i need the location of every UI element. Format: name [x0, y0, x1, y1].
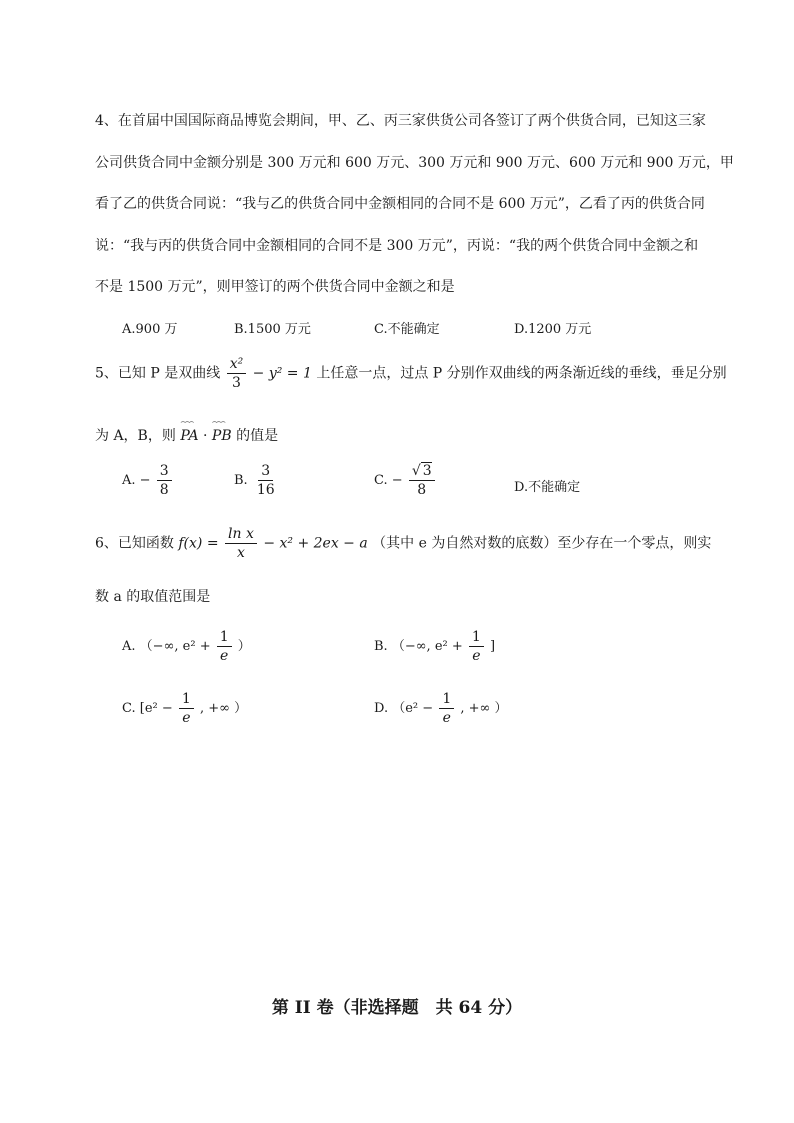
q6-option-b-den: e: [472, 648, 481, 664]
q4-line-2: 公司供货合同中金额分别是 300 万元和 600 万元、300 万元和 900 万元、600 万元和 900 万元，甲: [95, 155, 734, 171]
q5-prefix: 5、已知 P 是双曲线: [95, 365, 221, 382]
q5-option-a: [122, 462, 174, 499]
q5-option-b-num: 3: [258, 462, 273, 481]
q5-line2-prefix: 为 A，B，则: [95, 428, 176, 444]
q5-eq-rest: − y² = 1: [252, 365, 312, 382]
q5-option-c: [374, 462, 437, 499]
q4-option-d: D.1200 万元: [514, 322, 592, 337]
q5-frac-num: x²: [227, 355, 247, 374]
q5-option-c-label: C.: [374, 473, 388, 488]
q5-option-b: [234, 462, 280, 499]
q5-option-c-num: √ 3: [409, 462, 435, 481]
q5-option-c-radicand: 3: [422, 463, 432, 479]
q6-line-2: 数 a 的取值范围是: [95, 589, 211, 605]
q6-suffix: （其中 e 为自然对数的底数）至少存在一个零点，则实: [372, 535, 712, 552]
q5-hyperbola-fraction: [227, 355, 247, 392]
q6-option-a-fraction: [217, 628, 232, 665]
q6-option-c-den: e: [182, 710, 191, 726]
q4-line-1: 4、在首届中国国际商品博览会期间，甲、乙、丙三家供货公司各签订了两个供货合同，已知这三家: [95, 113, 706, 129]
q5-option-c-fraction: [409, 462, 435, 499]
q6-option-d-post: , +∞ ）: [460, 701, 508, 716]
q6-option-b-post: ]: [489, 639, 496, 654]
q5-vector-pa: ⌢⌢⌢ PA: [180, 428, 198, 444]
q6-option-a-post: ）: [237, 639, 251, 654]
q6-option-c-pre: [e² −: [139, 701, 173, 716]
q4-line-4: 说：“我与丙的供货合同中金额相同的合同不是 300 万元”，丙说：“我的两个供货合同中金额之和: [95, 238, 699, 254]
q5-option-b-label: B.: [234, 473, 248, 488]
q6-option-a: [122, 628, 251, 665]
q6-frac-num: ln x: [225, 525, 257, 544]
q5-option-a-num: 3: [157, 462, 172, 481]
q5-option-c-minus: −: [391, 473, 403, 488]
q6-option-c-fraction: [179, 690, 194, 727]
q5-option-d: D.不能确定: [514, 480, 581, 495]
q6-option-a-num: 1: [217, 628, 232, 647]
q6-option-c-label: C.: [122, 701, 136, 716]
q5-suffix: 上任意一点，过点 P 分别作双曲线的两条渐近线的垂线，垂足分别: [316, 365, 727, 382]
q6-option-b: [374, 628, 495, 665]
q6-option-d-pre: （e² −: [392, 701, 434, 716]
q6-option-a-pre: （−∞, e² +: [139, 639, 211, 654]
q5-line-2: [95, 425, 278, 445]
q5-line2-suffix: 的值是: [236, 428, 279, 444]
q6-option-b-fraction: [469, 628, 484, 665]
q6-eq-rest: − x² + 2ex − a: [263, 535, 368, 552]
q5-frac-den: 3: [231, 375, 241, 391]
q6-option-d: [374, 690, 508, 727]
q5-option-c-den: 8: [417, 482, 427, 498]
q5-option-a-den: 8: [159, 482, 169, 498]
q5-vector-pb: ⌢⌢⌢ PB: [212, 428, 232, 444]
q5-dot: ·: [203, 428, 208, 444]
q5-option-a-label: A.: [122, 473, 136, 488]
q6-option-c: [122, 690, 247, 727]
q6-option-b-num: 1: [469, 628, 484, 647]
q6-option-c-post: , +∞ ）: [199, 701, 248, 716]
q5-line-1: [95, 355, 727, 392]
q4-line-3: 看了乙的供货合同说：“我与乙的供货合同中金额相同的合同不是 600 万元”，乙看了丙的供货合同: [95, 196, 705, 212]
q6-option-d-den: e: [442, 710, 451, 726]
q6-prefix: 6、已知函数: [95, 535, 174, 552]
q6-func: f(x) =: [178, 535, 219, 552]
q6-option-d-num: 1: [439, 690, 454, 709]
q6-function-fraction: [225, 525, 257, 562]
q4-option-b: B.1500 万元: [234, 322, 311, 337]
q6-option-b-label: B.: [374, 639, 388, 654]
q5-option-b-fraction: [254, 462, 278, 499]
q6-option-b-pre: （−∞, e² +: [391, 639, 463, 654]
q6-option-a-den: e: [220, 648, 229, 664]
q6-option-d-label: D.: [374, 701, 389, 716]
q6-frac-den: x: [236, 545, 245, 561]
q5-option-a-fraction: [157, 462, 172, 499]
q5-option-b-den: 16: [256, 482, 275, 498]
q4-option-c: C.不能确定: [374, 322, 440, 337]
q4-option-a: A.900 万: [122, 322, 178, 337]
q6-option-c-num: 1: [179, 690, 194, 709]
q5-option-a-minus: −: [139, 473, 151, 488]
q6-option-d-fraction: [439, 690, 454, 727]
q4-line-5: 不是 1500 万元”，则甲签订的两个供货合同中金额之和是: [95, 279, 455, 295]
q6-option-a-label: A.: [122, 639, 136, 654]
q6-line-1: [95, 525, 711, 562]
section-title: 第 II 卷（非选择题 共 64 分）: [271, 998, 523, 1018]
